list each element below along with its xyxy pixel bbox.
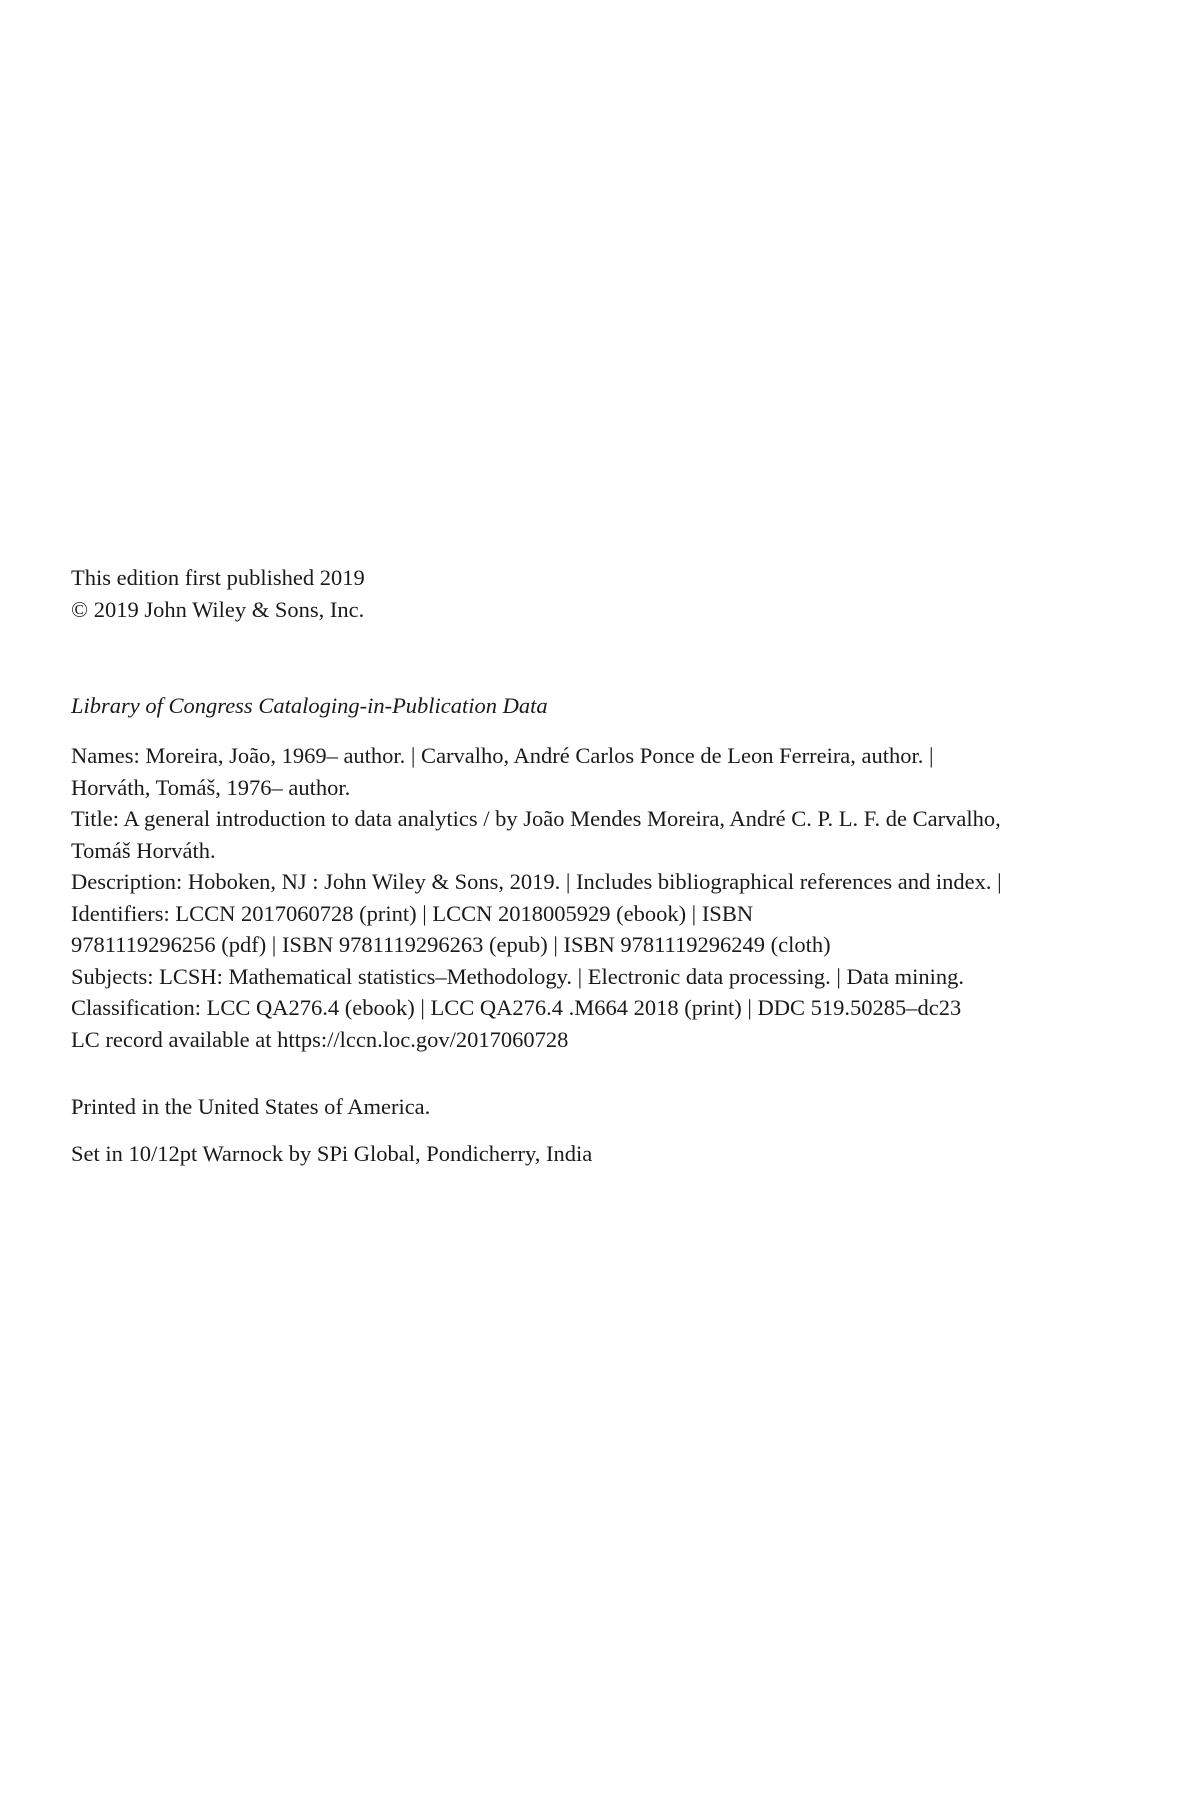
- cip-heading: Library of Congress Cataloging-in-Publication Data: [71, 693, 548, 718]
- copyright-line: © 2019 John Wiley & Sons, Inc.: [71, 596, 365, 622]
- cip-subjects-line: Subjects: LCSH: Mathematical statistics–Methodology. | Electronic data processing. | Data mining.: [71, 963, 965, 989]
- cip-description: [71, 866, 1151, 898]
- cip-names-line2: Horváth, Tomáš, 1976– author.: [71, 774, 351, 800]
- cip-title-line1: Title: A general introduction to data analytics / by João Mendes Moreira, André C. P. L. F. de Carvalho,: [71, 806, 1001, 831]
- cip-subjects: [71, 961, 1151, 993]
- cip-names: [71, 740, 1151, 803]
- cip-identifiers: [71, 898, 1151, 961]
- printed-in: Printed in the United States of America.: [71, 1094, 431, 1119]
- first-published-line: This edition first published 2019: [71, 565, 365, 590]
- cip-identifiers-line2: 9781119296256 (pdf) | ISBN 9781119296263 (epub) | ISBN 9781119296249 (cloth): [71, 932, 831, 957]
- cip-lc-record: [71, 1024, 1151, 1056]
- cip-classification: [71, 992, 1151, 1024]
- cip-classification-line: Classification: LCC QA276.4 (ebook) | LCC QA276.4 .M664 2018 (print) | DDC 519.50285–dc23: [71, 995, 962, 1020]
- cip-identifiers-line1: Identifiers: LCCN 2017060728 (print) | LCCN 2018005929 (ebook) | ISBN: [71, 900, 754, 926]
- cip-entries: [71, 740, 1151, 1055]
- typeset-info: Set in 10/12pt Warnock by SPi Global, Pondicherry, India: [71, 1141, 593, 1166]
- edition-info: [71, 562, 1151, 625]
- cip-title: [71, 803, 1151, 866]
- cip-names-line1: Names: Moreira, João, 1969– author. | Carvalho, André Carlos Ponce de Leon Ferreira, author. |: [71, 743, 934, 768]
- cip-title-line2: Tomáš Horváth.: [71, 837, 216, 863]
- cip-lc-record-line: LC record available at https://lccn.loc.gov/2017060728: [71, 1026, 569, 1052]
- cip-description-line: Description: Hoboken, NJ : John Wiley & Sons, 2019. | Includes bibliographical references and index. |: [71, 869, 1002, 894]
